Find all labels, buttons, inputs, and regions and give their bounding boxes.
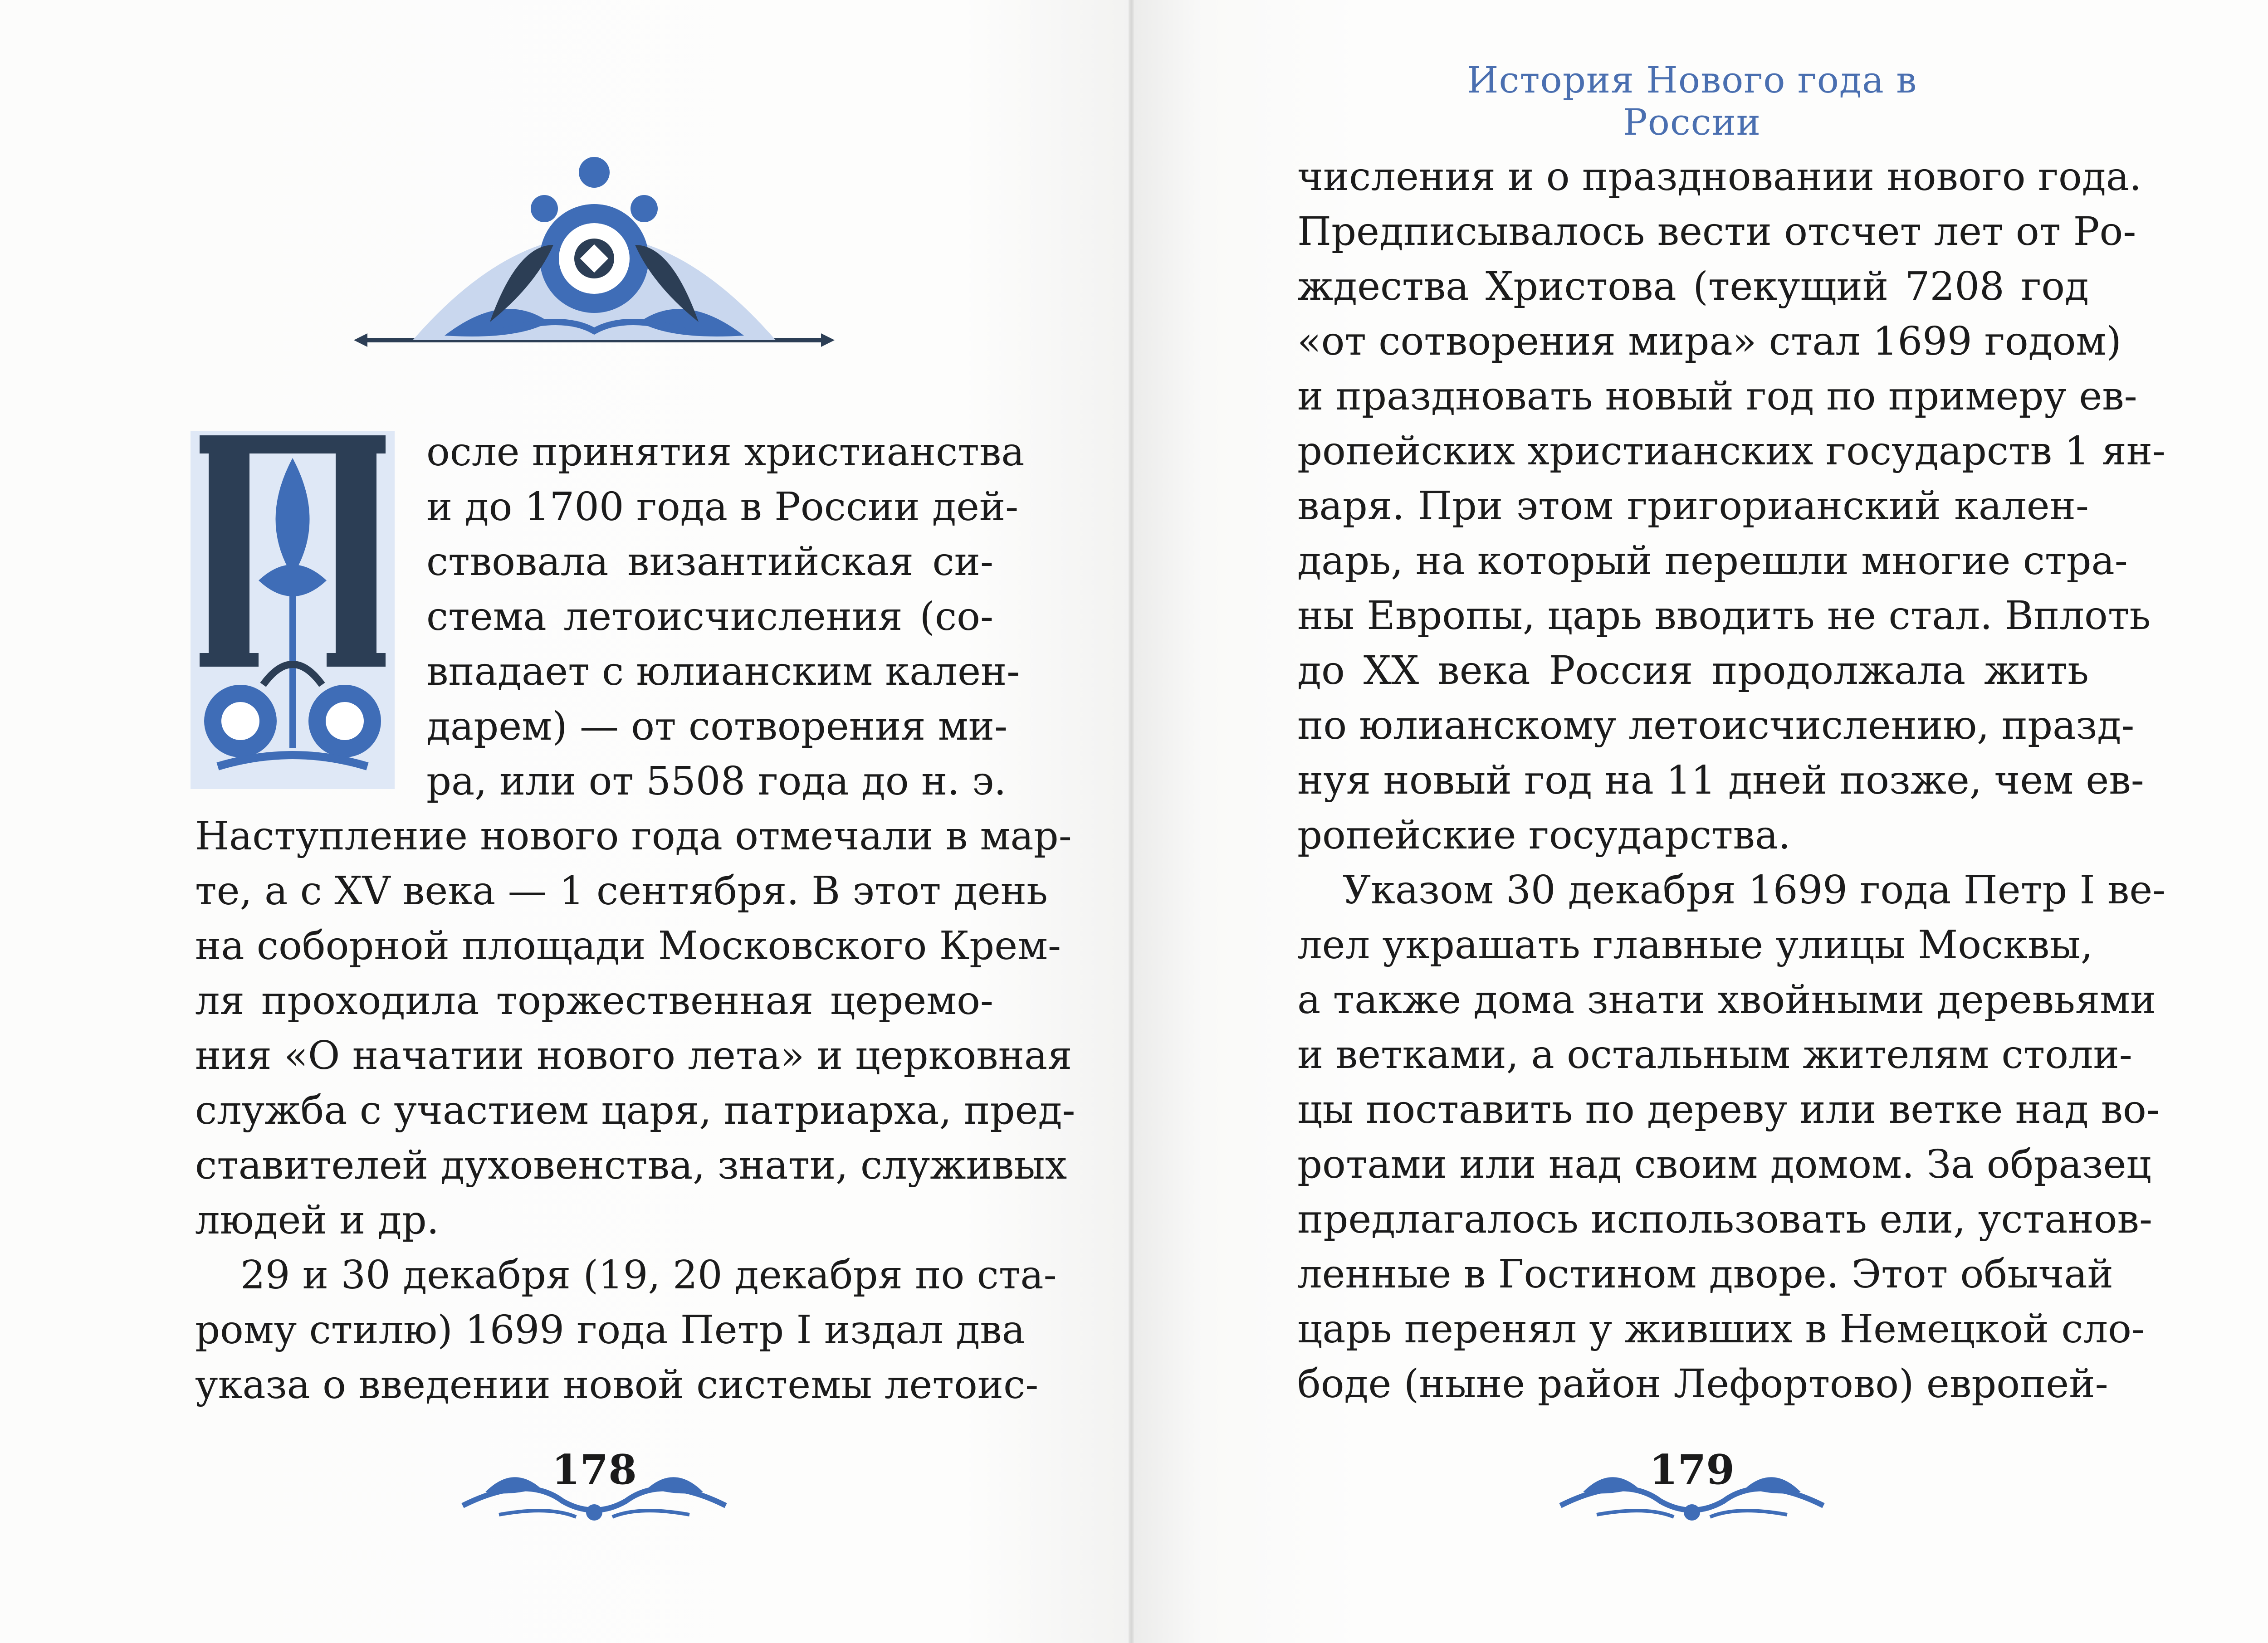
text-line: «от сотворения мира» стал 1699 годом) <box>1297 319 2121 364</box>
page-number: 179 <box>1649 1446 1735 1494</box>
text-line: царь перенял у живших в Немецкой сло- <box>1297 1307 2145 1352</box>
text-line: ждества Христова (текущий 7208 год <box>1297 264 2089 309</box>
text-line: ны Европы, царь вводить не стал. Вплоть <box>1297 593 2151 639</box>
folio-left <box>458 1438 730 1528</box>
text-line: Предписывалось вести отсчет лет от Ро- <box>1297 209 2136 254</box>
text-line: ротами или над своим домом. За образец <box>1297 1142 2151 1187</box>
text-line: те, а с XV века — 1 сентября. В этот день <box>195 868 1048 914</box>
running-head: История Нового года в России <box>1466 59 1917 143</box>
text-line: ля проходила торжественная церемо- <box>195 978 993 1024</box>
dropcap-lines <box>195 425 1025 809</box>
text-line: числения и о праздновании нового года. <box>1297 154 2142 200</box>
left-body-text <box>195 425 1075 1413</box>
text-line: и до 1700 года в России дей- <box>426 484 1019 530</box>
text-line: рому стилю) 1699 года Петр I издал два <box>195 1307 1025 1353</box>
text-line: дарь, на который перешли многие стра- <box>1297 538 2128 584</box>
text-line: 29 и 30 декабря (19, 20 декабря по ста- <box>240 1253 1057 1298</box>
text-line: указа о введении новой системы летоис- <box>195 1362 1039 1408</box>
text-line: ставителей духовенства, знати, служивых <box>195 1143 1067 1188</box>
text-line: ропейских христианских государств 1 ян- <box>1297 429 2166 474</box>
text-line: а также дома знати хвойными деревьями <box>1297 977 2156 1023</box>
text-line: стема летоисчисления (со- <box>426 594 993 639</box>
text-line: впадает с юлианским кален- <box>426 649 1020 694</box>
text-line: ропейские государства. <box>1297 813 1791 858</box>
text-line: дарем) — от сотворения ми- <box>426 704 1008 749</box>
text-line: служба с участием царя, патриарха, пред- <box>195 1088 1075 1133</box>
text-line: Наступление нового года отмечали в мар- <box>195 814 1072 859</box>
headpiece-ornament-icon <box>354 141 835 376</box>
text-line: ра, или от 5508 года до н. э. <box>426 759 1007 804</box>
text-line: нуя новый год на 11 дней позже, чем ев- <box>1297 758 2144 803</box>
text-line: и ветками, а остальным жителям столи- <box>1297 1032 2132 1077</box>
text-line: осле принятия христианства <box>426 429 1025 475</box>
text-line: боде (ныне район Лефортово) европей- <box>1297 1361 2108 1407</box>
right-body-text <box>1297 150 2166 1412</box>
folio-right <box>1556 1438 1828 1528</box>
text-line: ленные в Гостином дворе. Этот обычай <box>1297 1252 2113 1297</box>
page-number: 178 <box>552 1446 637 1494</box>
text-line: до XX века Россия продолжала жить <box>1297 648 2089 693</box>
text-line: по юлианскому летоисчислению, празд- <box>1297 703 2135 748</box>
text-line: цы поставить по дереву или ветке над во- <box>1297 1087 2160 1132</box>
text-line: предлагалось использовать ели, установ- <box>1297 1197 2153 1242</box>
text-line: ния «О начатии нового лета» и церковная <box>195 1033 1072 1078</box>
text-line: Указом 30 декабря 1699 года Петр I ве- <box>1343 868 2166 913</box>
text-line: лел украшать главные улицы Москвы, <box>1297 922 2093 968</box>
text-line: ствовала византийская си- <box>426 539 993 585</box>
text-line: и праздновать новый год по примеру ев- <box>1297 374 2137 419</box>
text-line: людей и др. <box>195 1198 440 1243</box>
text-line: варя. При этом григорианский кален- <box>1297 483 2089 529</box>
text-line: на соборной площади Московского Крем- <box>195 923 1061 969</box>
